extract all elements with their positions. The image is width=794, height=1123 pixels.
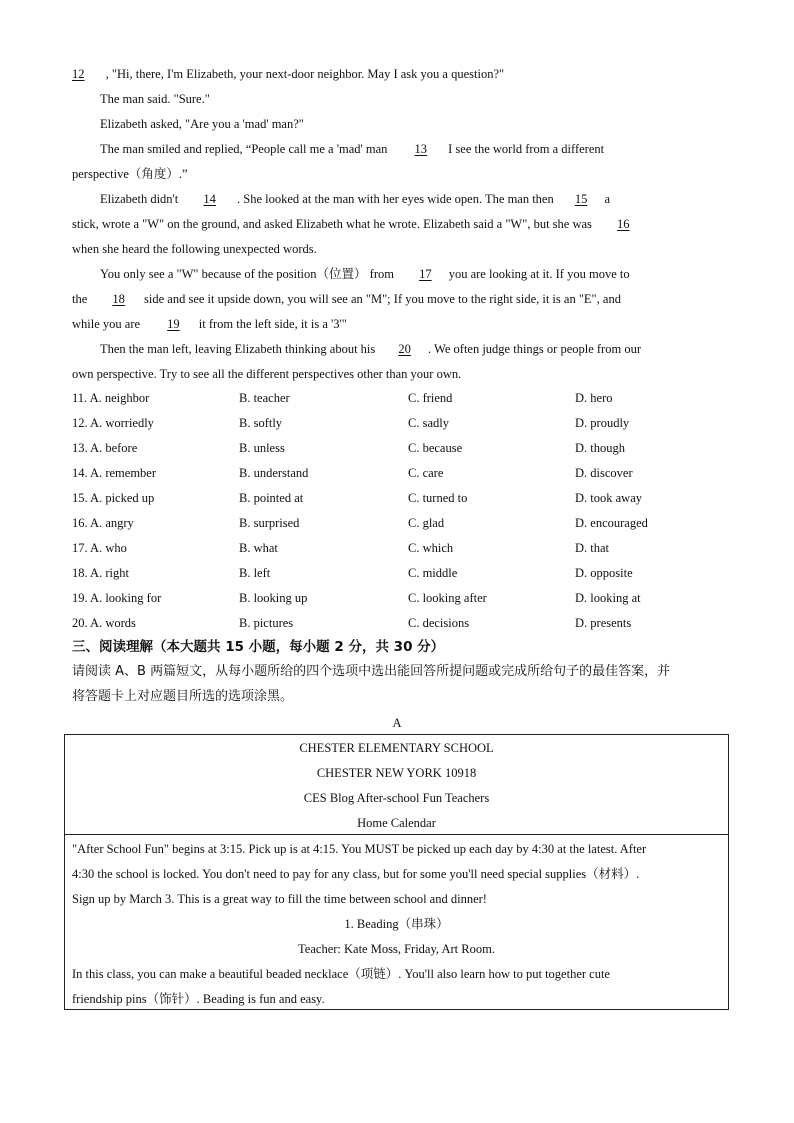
option-a: 18. A. right	[72, 566, 129, 580]
passage-line-5: perspective（角度）.”	[72, 167, 188, 181]
passage-text: . She looked at the man with her eyes wide open. The man then	[237, 192, 554, 206]
passage-text: it from the left side, it is a '3'"	[198, 317, 347, 331]
passage-text: You only see a "W" because of the position（位置） from	[100, 267, 394, 281]
school-name: CHESTER ELEMENTARY SCHOOL	[299, 741, 494, 755]
class-info: Teacher: Kate Moss, Friday, Art Room.	[298, 942, 495, 956]
option-c: C. which	[408, 541, 454, 555]
option-a: 20. A. words	[72, 616, 136, 630]
site-navigation: CES Blog After-school Fun Teachers	[303, 791, 490, 805]
blank-15: 15	[574, 192, 588, 206]
option-b: B. softly	[239, 416, 283, 430]
site-navigation: Home Calendar	[357, 816, 436, 830]
passage-text: Elizabeth didn't	[100, 192, 179, 206]
option-d: D. encouraged	[575, 516, 648, 530]
option-d: D. hero	[575, 391, 613, 405]
option-d: D. opposite	[575, 566, 633, 580]
section-heading: 三、阅读理解（本大题共 15 小题，每小题 2 分，共 30 分）	[72, 639, 445, 655]
option-b: B. unless	[239, 441, 285, 455]
passage-text: you are looking at it. If you move to	[448, 267, 630, 281]
section-instruction: 将答题卡上对应题目所选的选项涂黑。	[72, 689, 294, 704]
option-b: B. pointed at	[239, 491, 304, 505]
option-c: C. sadly	[408, 416, 449, 430]
blank-18: 18	[112, 292, 125, 306]
option-b: B. teacher	[239, 391, 290, 405]
option-a: 11. A. neighbor	[72, 391, 150, 405]
passage-line-2: The man said. "Sure."	[100, 92, 210, 106]
blank-20: 20	[398, 342, 411, 356]
blank-14: 14	[203, 192, 216, 206]
passage-text: The man smiled and replied, “People call me a 'mad' man	[100, 142, 388, 156]
option-b: B. understand	[239, 466, 309, 480]
option-a: 19. A. looking for	[72, 591, 162, 605]
passage-line-10	[72, 291, 621, 307]
option-d: D. presents	[575, 616, 632, 630]
option-d: D. took away	[575, 491, 642, 505]
passage-line-9	[100, 266, 630, 282]
notice-text: Sign up by March 3. This is a great way to fill the time between school and dinner!	[72, 892, 487, 906]
notice-divider	[64, 834, 729, 835]
passage-text: . We often judge things or people from our	[428, 342, 641, 356]
blank-12: 12	[72, 67, 85, 81]
passage-line-3: Elizabeth asked, "Are you a 'mad' man?"	[100, 117, 304, 131]
notice-text: "After School Fun" begins at 3:15. Pick up is at 4:15. You MUST be picked up each day by 4:30 at the latest. After	[72, 842, 647, 856]
option-b: B. pictures	[239, 616, 294, 630]
passage-text: stick, wrote a "W" on the ground, and asked Elizabeth what he wrote. Elizabeth said a "W", but she was	[72, 217, 592, 231]
option-c: C. looking after	[408, 591, 487, 605]
option-a: 17. A. who	[72, 541, 127, 555]
blank-19: 19	[167, 317, 180, 331]
option-d: D. that	[575, 541, 610, 555]
passage-text: , "Hi, there, I'm Elizabeth, your next-door neighbor. May I ask you a question?"	[105, 67, 505, 81]
option-d: D. though	[575, 441, 625, 455]
option-c: C. because	[408, 441, 463, 455]
option-a: 16. A. angry	[72, 516, 134, 530]
notice-text: 4:30 the school is locked. You don't need to pay for any class, but for some you'll need special supplies（材料）.	[72, 867, 640, 881]
option-d: D. discover	[575, 466, 633, 480]
passage-text: side and see it upside down, you will see an "M"; If you move to the right side, it is an "E", and	[144, 292, 621, 306]
option-c: C. friend	[408, 391, 453, 405]
passage-line-4	[100, 141, 604, 157]
option-c: C. glad	[408, 516, 445, 530]
class-description: friendship pins（饰针）. Beading is fun and easy.	[72, 992, 325, 1006]
passage-line-12	[100, 341, 641, 357]
option-a: 14. A. remember	[72, 466, 157, 480]
school-address: CHESTER NEW YORK 10918	[316, 766, 477, 780]
option-c: C. middle	[408, 566, 458, 580]
part-label: A	[392, 716, 402, 730]
option-a: 12. A. worriedly	[72, 416, 154, 430]
passage-line-1	[72, 66, 504, 82]
option-a: 13. A. before	[72, 441, 138, 455]
passage-line-13: own perspective. Try to see all the different perspectives other than your own.	[72, 367, 462, 381]
option-d: D. proudly	[575, 416, 630, 430]
option-a: 15. A. picked up	[72, 491, 155, 505]
passage-line-6	[100, 191, 610, 207]
passage-line-7	[72, 216, 642, 232]
passage-text: a	[604, 192, 611, 206]
blank-17: 17	[419, 267, 432, 281]
passage-text: the	[72, 292, 88, 306]
class-title: 1. Beading（串珠）	[344, 917, 449, 931]
blank-13: 13	[414, 142, 428, 156]
option-b: B. surprised	[239, 516, 300, 530]
passage-line-11	[72, 316, 347, 332]
blank-16: 16	[617, 217, 630, 231]
passage-line-8: when she heard the following unexpected words.	[72, 242, 317, 256]
option-c: C. decisions	[408, 616, 470, 630]
class-description: In this class, you can make a beautiful beaded necklace（项链）. You'll also learn how to put together cute	[72, 967, 610, 981]
option-b: B. what	[239, 541, 278, 555]
passage-text: while you are	[72, 317, 141, 331]
option-d: D. looking at	[575, 591, 641, 605]
passage-text: Then the man left, leaving Elizabeth thinking about his	[100, 342, 376, 356]
option-c: C. care	[408, 466, 444, 480]
section-instruction: 请阅读 A、B 两篇短文，从每小题所给的四个选项中选出能回答所提问题或完成所给句子的最佳答案，并	[72, 664, 671, 679]
option-b: B. left	[239, 566, 271, 580]
option-b: B. looking up	[239, 591, 308, 605]
option-c: C. turned to	[408, 491, 468, 505]
passage-text: I see the world from a different	[448, 142, 605, 156]
